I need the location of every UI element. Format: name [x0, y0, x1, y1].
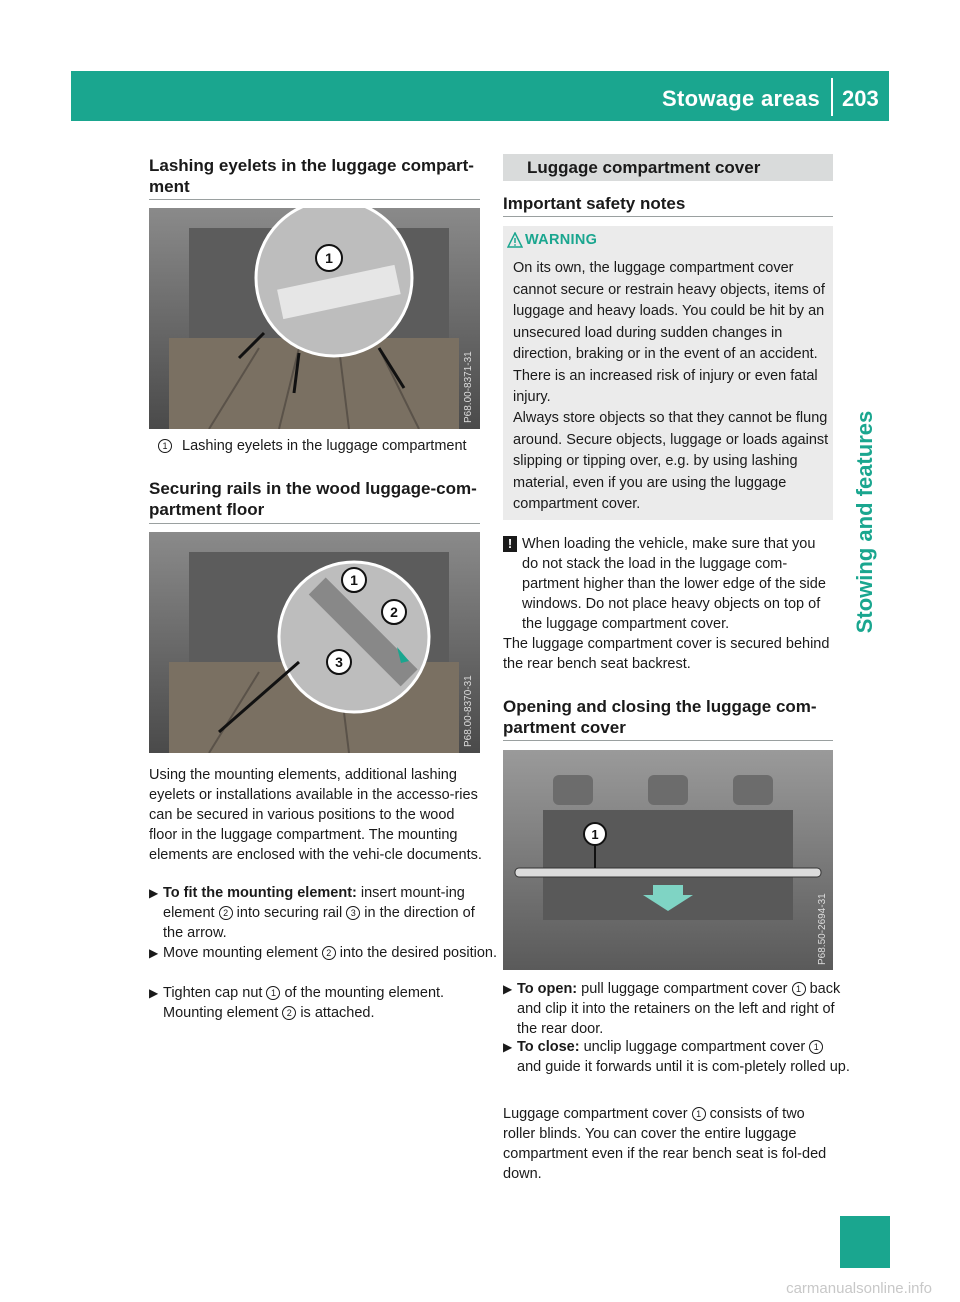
step-to-close: ▶ To close: unclip luggage compartment cover 1 and guide it forwards until it is com-pletely rolled up. [503, 1039, 850, 1075]
heading-rule [503, 740, 833, 741]
footer-watermark: carmanualsonline.info [786, 1280, 932, 1297]
side-tab [840, 392, 890, 652]
luggage-compartment-illustration [149, 208, 480, 429]
securing-rails-illustration [149, 532, 480, 753]
figure-code: P68.50-2694-31 [817, 893, 828, 965]
step-bold: To close: [517, 1039, 580, 1055]
arrow-icon: ▶ [149, 986, 159, 1000]
callout-1: 1 [350, 572, 358, 588]
body-paragraph: Using the mounting elements, additional lashing eyelets or installations available in the accesso-ries can be secured in various positions to the wood floor in the luggage compartment. The mounting elements are enclosed with the vehi-cle documents. [149, 767, 482, 863]
callout-ref: 1 [792, 982, 806, 996]
side-tab-label: Stowing and features [852, 410, 877, 634]
note-text: When loading the vehicle, make sure that you do not stack the load in the luggage com-partment higher than the lower edge of the side windows. Do not place heavy objects on top of the luggage compartment cover. [522, 536, 826, 632]
warning-text: On its own, the luggage compartment cover cannot secure or restrain heavy objects, items of luggage and heavy loads. You could be hit by an unsecured load during sudden changes in direction, braking or in the event of an accident. There is an increased risk of injury or even fatal injury. [513, 260, 825, 405]
heading-rule [149, 523, 480, 524]
arrow-icon: ▶ [503, 982, 513, 996]
heading-rule [503, 216, 833, 217]
warning-label: WARNING [525, 232, 598, 248]
section-title-bar [503, 154, 833, 181]
callout-ref: 2 [322, 946, 336, 960]
header-title: Stowage areas [662, 86, 820, 111]
callout-ref: 2 [219, 906, 233, 920]
callout-ref: 1 [692, 1107, 706, 1121]
step-bold: To fit the mounting element: [163, 885, 357, 901]
step-fit-mounting-element: ▶ To fit the mounting element: insert mount-ing element 2 into securing rail 3 in the direction of the arrow. [149, 885, 475, 941]
figure-lashing-eyelets [149, 208, 480, 429]
arrow-icon: ▶ [503, 1040, 513, 1054]
callout-ref: 3 [346, 906, 360, 920]
arrow-icon: ▶ [149, 886, 159, 900]
callout-ref: 1 [809, 1040, 823, 1054]
step-tighten-cap-nut: ▶ Tighten cap nut 1 of the mounting element. Mounting element 2 is attached. [149, 985, 445, 1021]
warning-text-2: Always store objects so that they cannot be flung around. Secure objects, luggage or loads against slipping or tipping over, e.g. by using lashing material, even if you are using the luggage compartment cover. [513, 410, 829, 512]
caption-number: 1 [158, 439, 172, 453]
step-move-mounting-element: ▶ Move mounting element 2 into the desired position. [149, 945, 497, 961]
figure-code: P68.00-8370-31 [463, 675, 474, 747]
subheading-safety-notes: Important safety notes [503, 194, 686, 213]
body-paragraph-cover: Luggage compartment cover 1 consists of two roller blinds. You can cover the entire luggage compartment even if the rear bench seat is fol-ded down. [503, 1106, 827, 1182]
step-to-open: ▶ To open: pull luggage compartment cover 1 back and clip it into the retainers on the left and right of the rear door. [503, 981, 841, 1037]
callout-3: 3 [335, 654, 343, 670]
callout-2: 2 [390, 604, 398, 620]
side-marker [840, 1216, 890, 1268]
caption-lashing-eyelets [158, 436, 483, 456]
warning-triangle-icon [507, 232, 523, 248]
callout-1: 1 [591, 827, 599, 842]
callout-ref: 2 [282, 1006, 296, 1020]
note-exclamation-icon: ! [503, 536, 517, 552]
header-separator [831, 78, 833, 116]
caption-text: Lashing eyelets in the luggage compartment [182, 438, 467, 454]
heading-rule [149, 199, 480, 200]
section-title: Luggage compartment cover [527, 158, 761, 177]
heading-lashing-eyelets: Lashing eyelets in the luggage compart- ment [149, 156, 474, 196]
body-paragraph: The luggage compartment cover is secured behind the rear bench seat backrest. [503, 636, 830, 672]
figure-luggage-cover [503, 750, 833, 970]
page-number: 203 [842, 86, 879, 111]
heading-securing-rails: Securing rails in the wood luggage-com- partment floor [149, 479, 477, 519]
callout-ref: 1 [266, 986, 280, 1000]
figure-code: P68.00-8371-31 [463, 351, 474, 423]
figure-securing-rails [149, 532, 480, 753]
step-bold: To open: [517, 981, 578, 997]
callout-1: 1 [325, 250, 333, 266]
warning-box [503, 226, 833, 520]
heading-opening-closing: Opening and closing the luggage com- partment cover [503, 697, 817, 737]
arrow-icon: ▶ [149, 946, 159, 960]
luggage-cover-illustration [503, 750, 833, 970]
